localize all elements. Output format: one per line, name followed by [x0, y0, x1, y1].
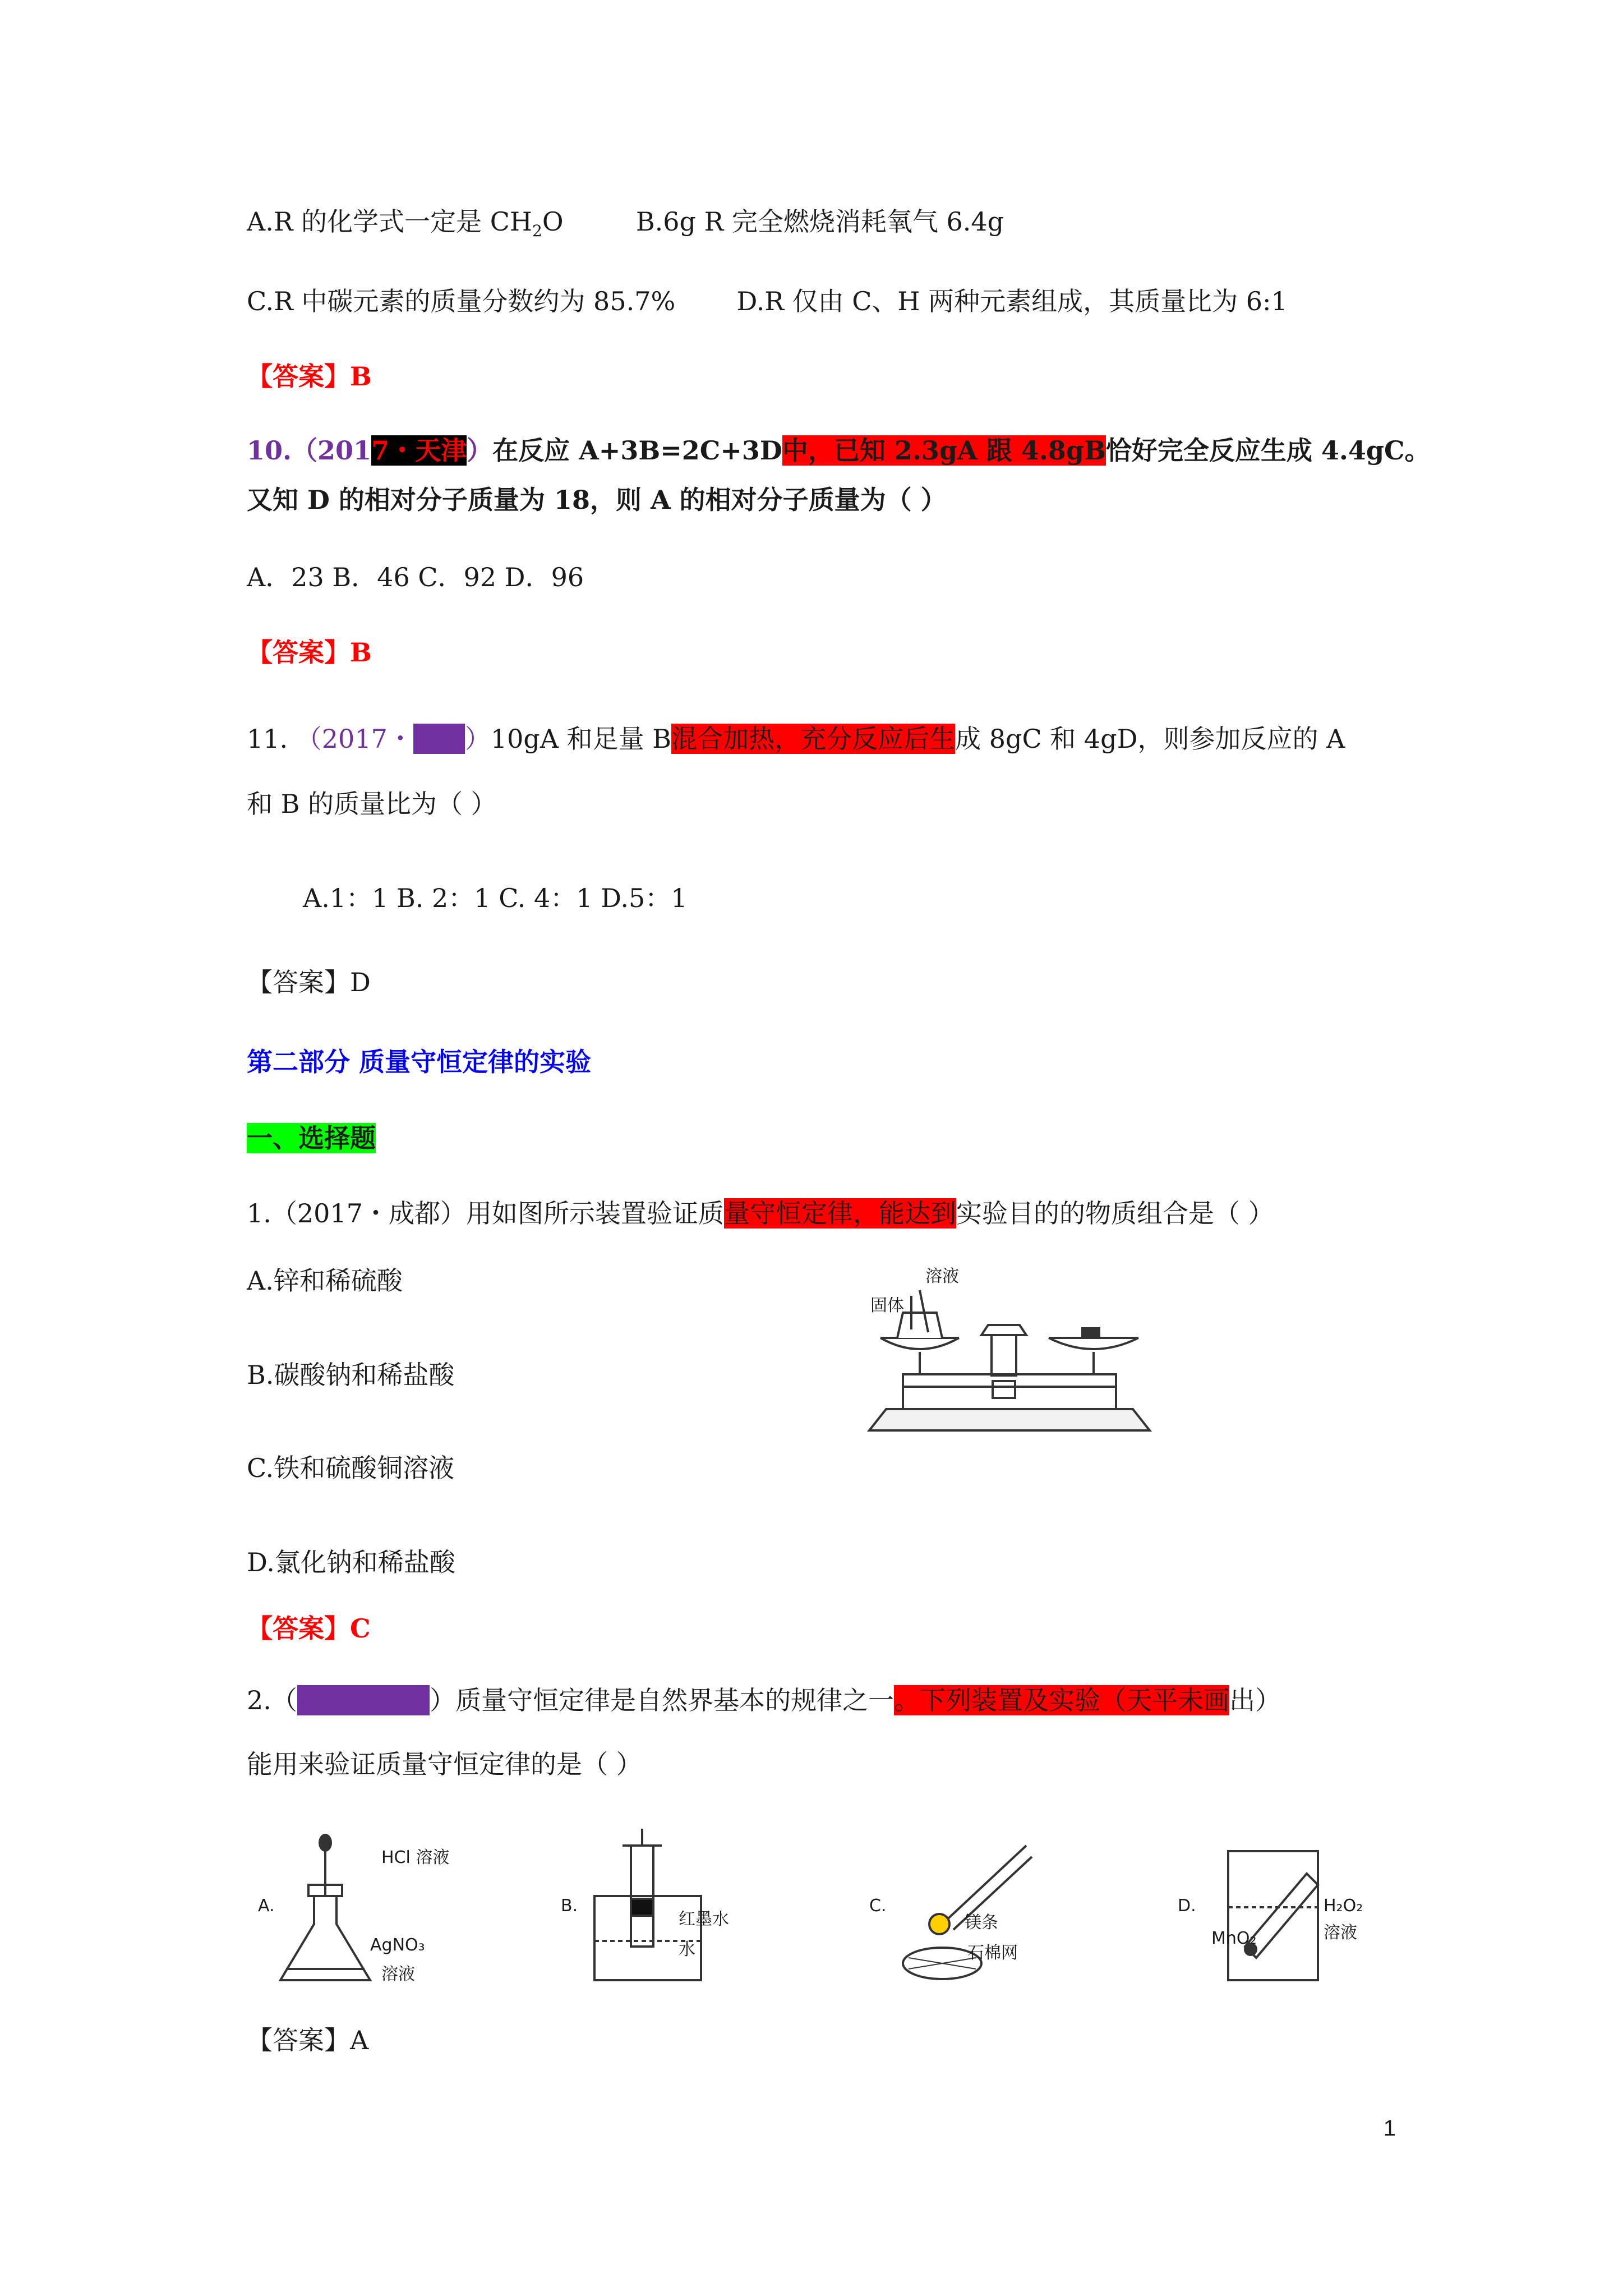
p2q2-answer-text: 【答案】A	[247, 2025, 369, 2055]
q11-options: A.1：1 B. 2：1 C. 4：1 D.5：1	[303, 883, 688, 913]
q10-text2-highlight: 中，已知 2.3gA 跟 4.8gB	[782, 435, 1106, 466]
p2q2-line1: 2.（2017•衢州）质量守恒定律是自然界基本的规律之一。下列装置及实验（天平未画出）	[247, 1685, 1281, 1715]
p2q1-answer: 【答案】C	[247, 1613, 371, 1644]
part2-title: 第二部分 质量守恒定律的实验	[247, 1047, 592, 1077]
p2q1-option-d: D.氯化钠和稀盐酸	[247, 1547, 455, 1577]
fig-c-letter: C.	[869, 1896, 887, 1916]
fig-d-solution-label: 溶液	[1324, 1923, 1357, 1943]
q11-text1: 10gA 和足量 B	[490, 724, 672, 754]
fig-c-net-label: 石棉网	[967, 1943, 1018, 1963]
fig-b-ink-label: 红墨水	[679, 1910, 729, 1929]
p2q1-option-b: B.碳酸钠和稀盐酸	[247, 1360, 455, 1390]
fig-d-letter: D.	[1178, 1896, 1196, 1916]
q10-line1	[247, 432, 1431, 469]
fig-d-h2o2-label: H₂O₂	[1324, 1896, 1363, 1916]
p2q2-source-highlight: 2017•衢州	[297, 1685, 430, 1715]
apparatus-figures	[247, 1823, 1402, 2003]
q10-text3: 恰好完全反应生成 4.4gC。	[1105, 435, 1431, 466]
q11-text3: 成 8gC 和 4gD，则参加反应的 A	[955, 724, 1345, 754]
q11-line1	[247, 720, 1345, 757]
fig-a-hcl-label: HCl 溶液	[381, 1848, 450, 1867]
q9-options-row1	[247, 203, 1004, 250]
page-number: 1	[1383, 2116, 1396, 2141]
q11-answer: 【答案】D	[247, 967, 371, 997]
q10-number: 10.（	[247, 435, 318, 466]
fig-d-mno2-label: MnO₂	[1211, 1929, 1257, 1948]
q10-answer: 【答案】B	[247, 637, 372, 668]
balance-figure	[858, 1262, 1161, 1442]
q10-options: A．23 B．46 C．92 D．96	[247, 562, 584, 592]
p2q1-option-a: A.锌和稀硫酸	[247, 1266, 403, 1296]
q10-line2: 又知 D 的相对分子质量为 18，则 A 的相对分子质量为（ ）	[247, 485, 947, 515]
p2q2-line2: 能用来验证质量守恒定律的是（ ）	[247, 1749, 642, 1779]
p2q2-highlight: 。下列装置及实验（天平未画	[894, 1685, 1230, 1715]
fig-solution-label: 溶液	[925, 1267, 959, 1286]
q9-option-c: C.R 中碳元素的质量分数约为 85.7%	[247, 286, 676, 316]
q11-number: 11.	[247, 724, 296, 754]
balance-diagram	[858, 1262, 1161, 1442]
q10-year: 201	[317, 435, 372, 466]
q10-close: ）	[467, 435, 493, 466]
fig-a-letter: A.	[258, 1896, 275, 1916]
q9-option-b: B.6g R 完全燃烧消耗氧气 6.4g	[635, 206, 1004, 237]
q11-line2: 和 B 的质量比为（ ）	[247, 789, 497, 819]
fig-a-solution-label: 溶液	[381, 1964, 415, 1984]
q9-option-a: A.R 的化学式一定是 $CH_2O$	[247, 206, 564, 241]
fig-c-mg-label: 镁条	[965, 1913, 998, 1932]
q11-source: （2017・	[296, 724, 413, 754]
q11-source-highlight: 眉山	[413, 724, 465, 754]
q11-source-close: ）	[464, 724, 491, 754]
fig-b-water-label: 水	[679, 1940, 695, 1959]
fig-a-agno3-label: AgNO₃	[370, 1935, 425, 1955]
p2q1-option-c: C.铁和硫酸铜溶液	[247, 1453, 455, 1483]
q9-options-row2	[247, 283, 1288, 320]
q10-source-highlight: 7・天津	[371, 435, 467, 466]
section-title: 一、选择题	[247, 1123, 376, 1153]
q9-option-d: D.R 仅由 C、H 两种元素组成，其质量比为 6:1	[736, 286, 1288, 316]
fig-solid-label: 固体	[870, 1296, 904, 1315]
fig-b-letter: B.	[561, 1896, 578, 1916]
p2q1-line1: 1.（2017・成都）用如图所示装置验证质量守恒定律，能达到实验目的的物质组合是（ ）	[247, 1198, 1274, 1228]
p2q1-highlight: 量守恒定律，能达到	[723, 1198, 956, 1228]
q11-text2-highlight: 混合加热，充分反应后生	[671, 724, 956, 754]
q10-text1: 在反应 A+3B=2C+3D	[492, 435, 782, 466]
q9-answer: 【答案】B	[247, 361, 372, 392]
